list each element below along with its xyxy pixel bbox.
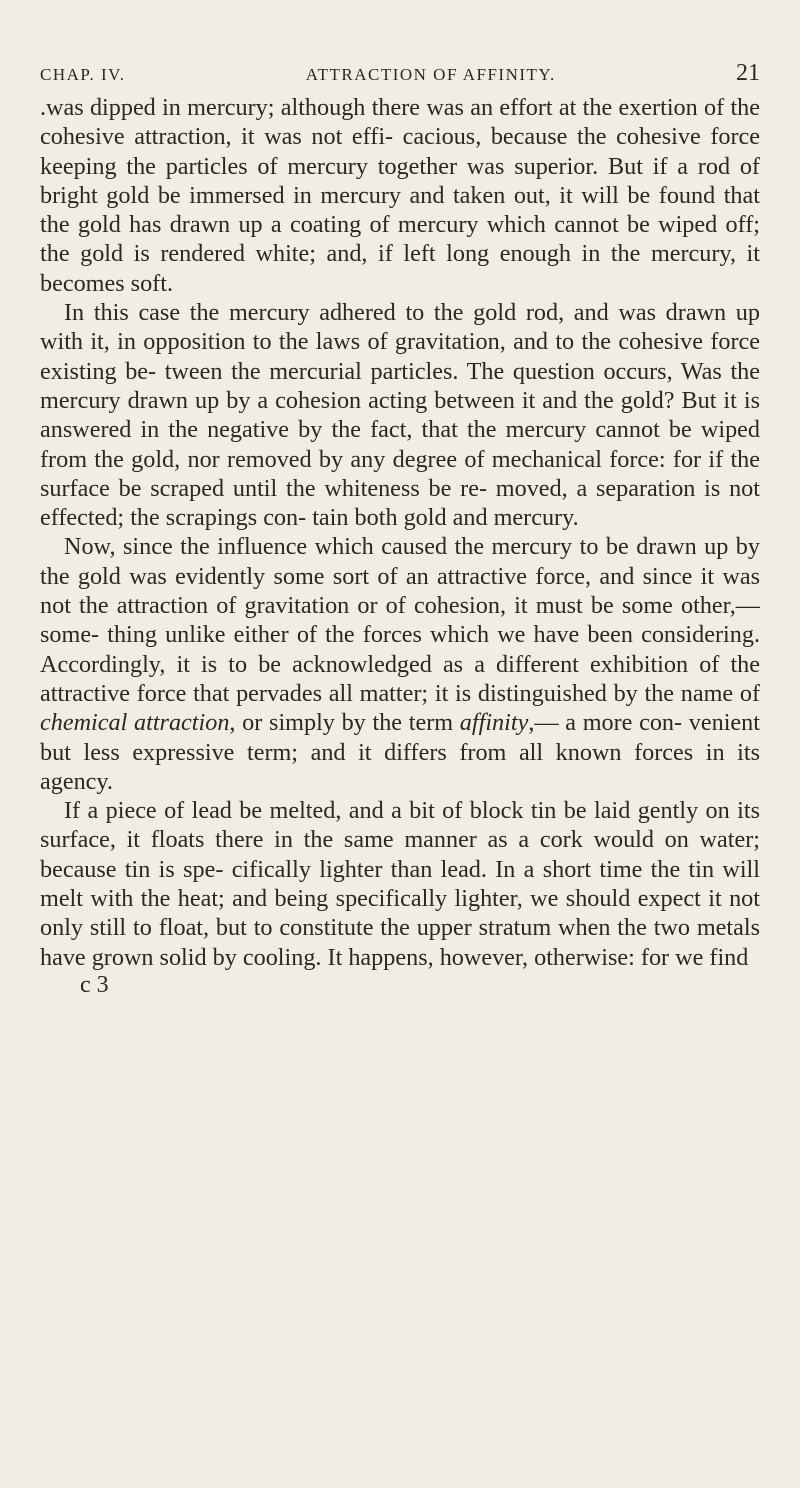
- signature-mark: c 3: [80, 971, 109, 998]
- paragraph-2: In this case the mercury adhered to the gold rod, and was drawn up with it, in opposition to the laws of gravitation, and to the cohesive force existing be- tween the mercurial particles. The question occurs, Was the mercury drawn up by a cohesion acting between it and the gold? But it is answered in the negative by the fact, that the mercury cannot be wiped from the gold, nor removed by any degree of mechanical force: for if the surface be scraped until the whiteness be re- moved, a separation is not effected; the scrapings con- tain both gold and mercury.: [40, 299, 760, 532]
- chapter-label: CHAP. IV.: [40, 65, 126, 84]
- page-number: 21: [735, 60, 760, 86]
- paragraph-1: .was dipped in mercury; although there was an effort at the exertion of the cohesive attraction, it was not effi- cacious, because the cohesive force keeping the particles of mercury together was superior. But if a rod of bright gold be immersed in mercury and taken out, it will be found that the gold has drawn up a coating of mercury which cannot be wiped off; the gold is rendered white; and, if left long enough in the mercury, it becomes soft.: [40, 94, 760, 297]
- chemical-attraction-term: chemical attraction: [40, 709, 230, 737]
- paragraph-3-text-b: , or simply by the term: [229, 709, 460, 737]
- paragraph-4: If a piece of lead be melted, and a bit of block tin be laid gently on its surface, it floats there in the same manner as a cork would on water; because tin is spe- cifically lighter than lead. In a short time the tin will melt with the heat; and being specifically lighter, we should expect it not only still to float, but to constitute the upper stratum when the two metals have grown solid by cooling. It happens, however, otherwise: for we find: [40, 797, 760, 971]
- book-page: [40, 60, 760, 998]
- paragraph-3: [40, 532, 760, 796]
- paragraph-3-text-c: ,— a more con- venient but less expressive term; and it differs from all known forces in its agency.: [40, 709, 760, 795]
- body-text: [40, 93, 760, 972]
- chapter-title: ATTRACTION OF AFFINITY.: [305, 65, 556, 84]
- affinity-term: affinity: [459, 709, 529, 737]
- paragraph-3-text-a: Now, since the influence which caused the mercury to be drawn up by the gold was evidently some sort of an attractive force, and since it was not the attraction of gravitation or of cohesion, it must be some other,—some- thing unlike either of the forces which we have been considering. Accordingly, it is to be acknowledged as a different exhibition of the attractive force that pervades all matter; it is distinguished by the name of: [40, 533, 760, 707]
- running-head: [40, 60, 760, 87]
